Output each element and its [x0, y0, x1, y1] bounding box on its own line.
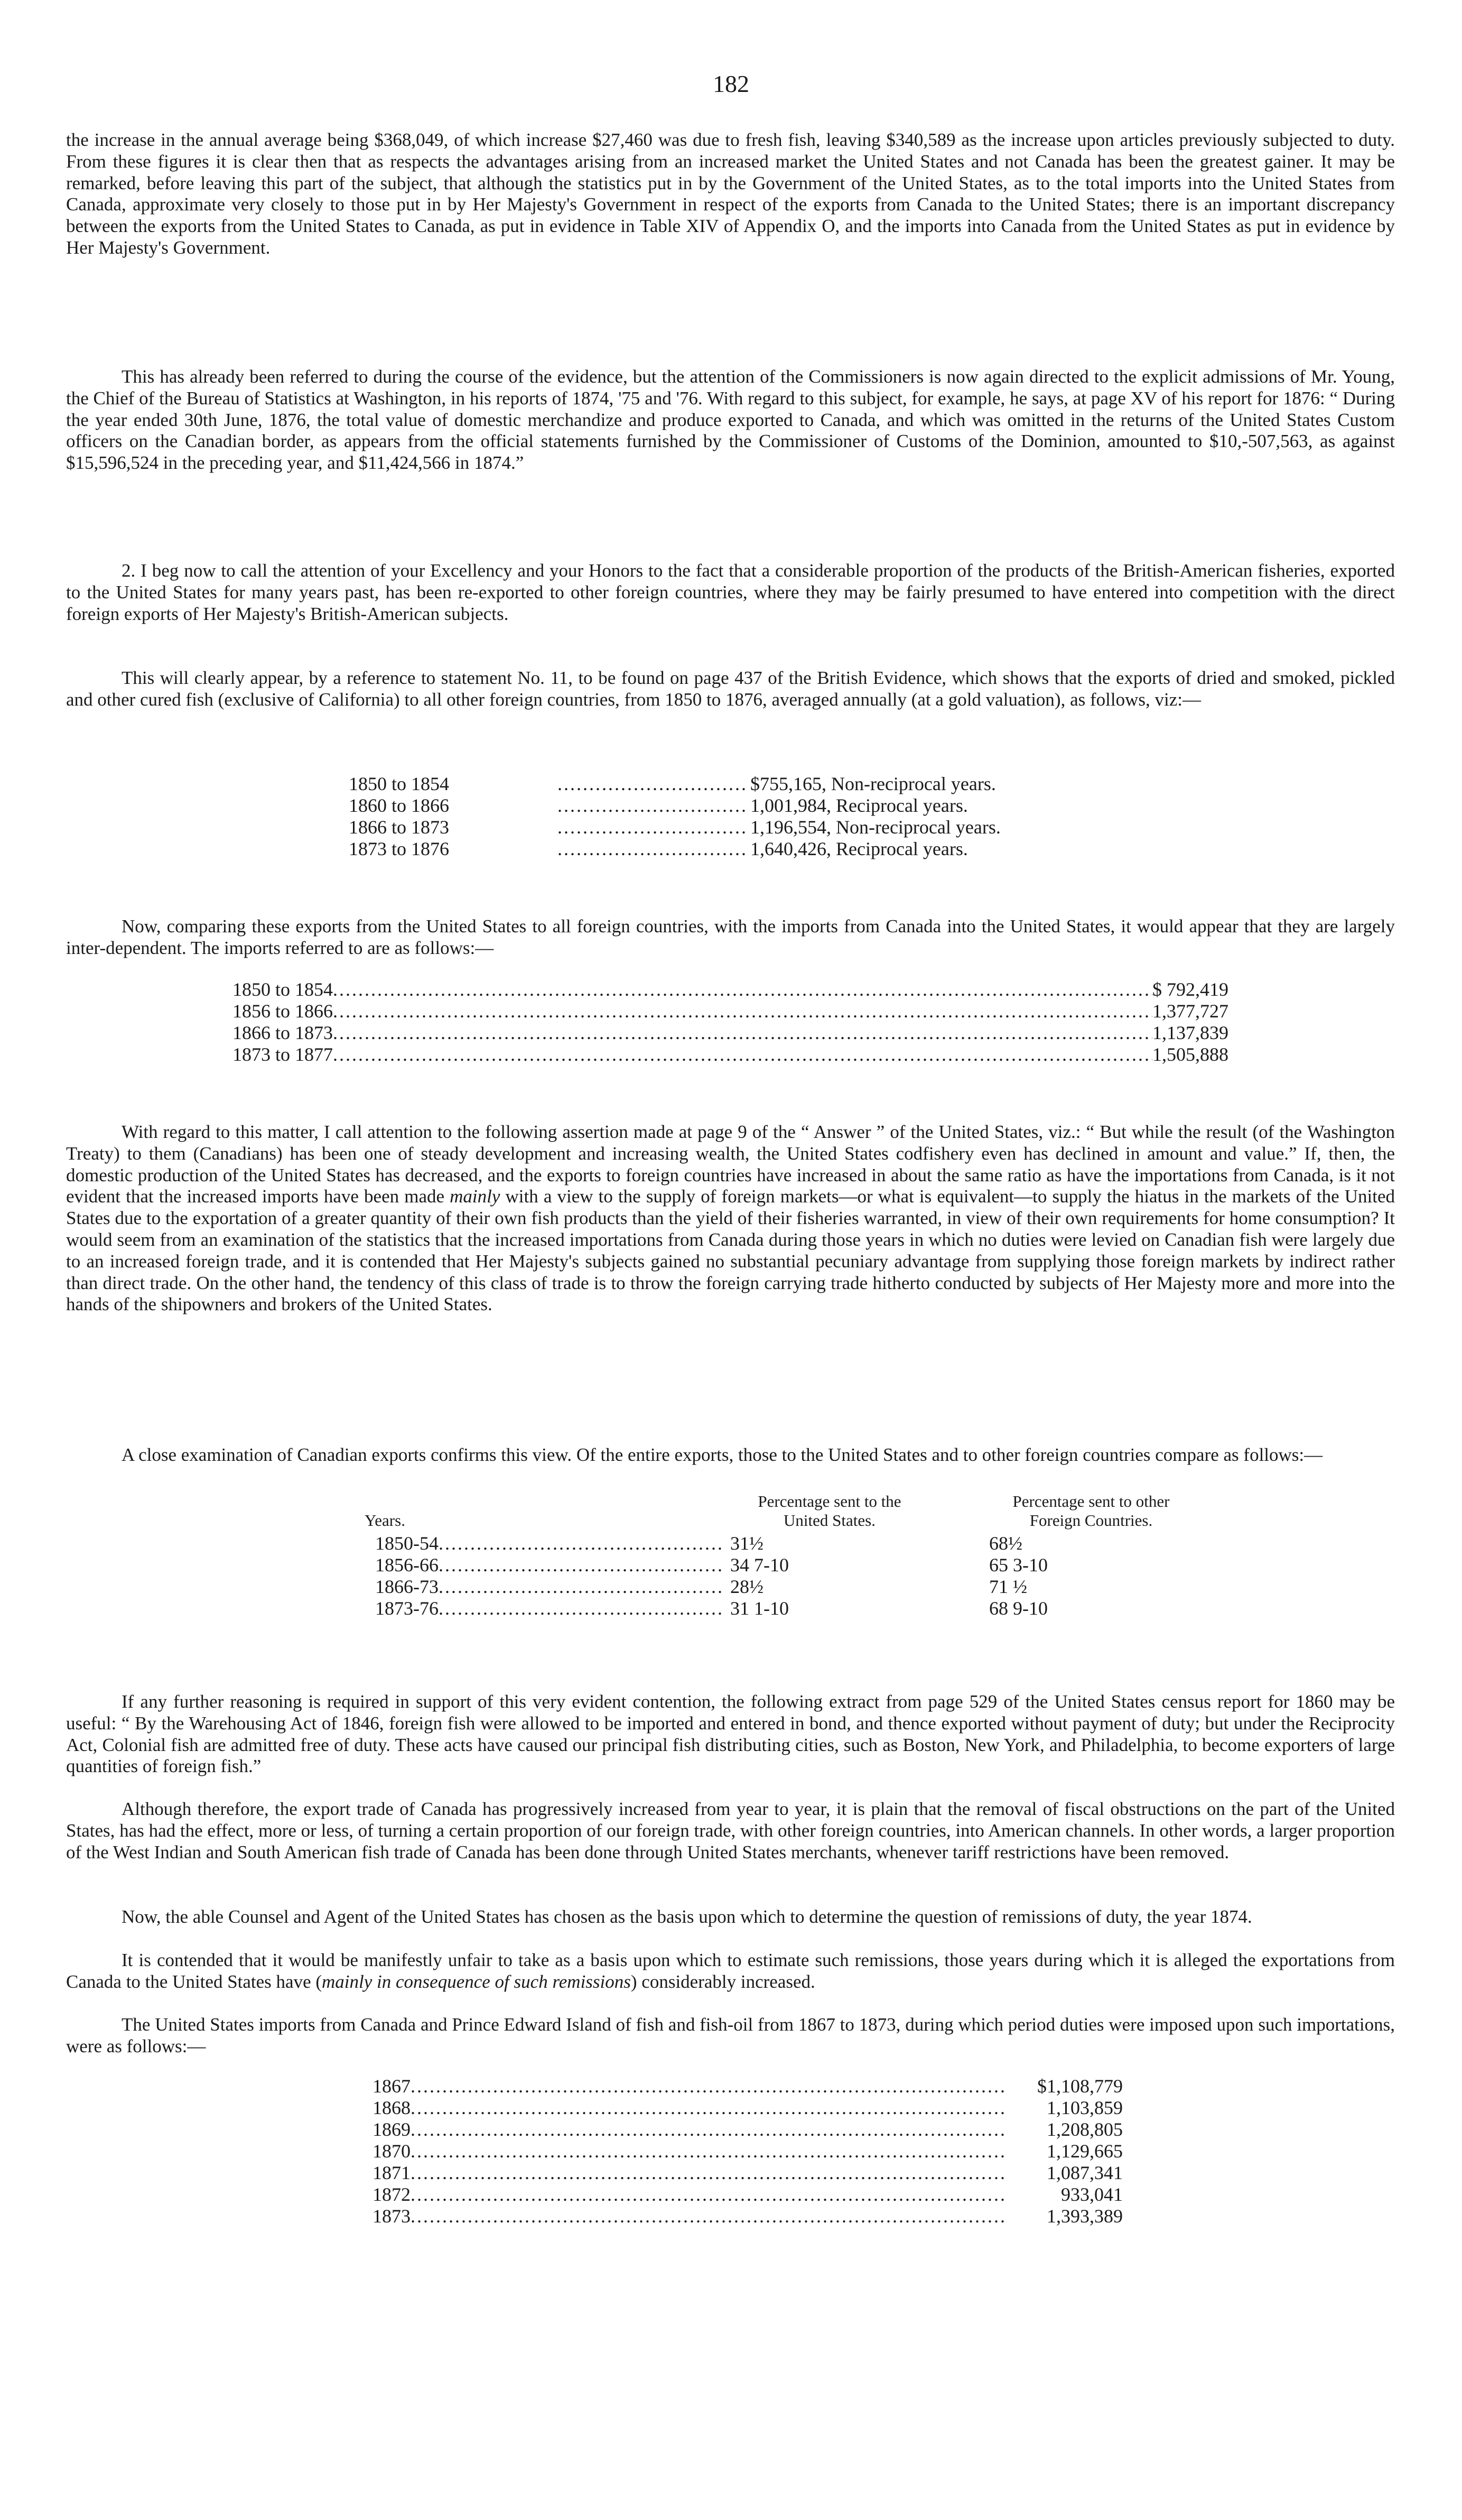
paragraph: 2. I beg now to call the attention of your Excellency and your Honors to the fact that a considerable proportion of the products of the British-American fisheries, exported to the United States for many years past, has been re-exported to other foreign countries, where they may be fairly presumed to have entered into competition with the direct foreign exports of Her Majesty's British-American subjects.: [66, 560, 1395, 624]
header-years: Years.: [365, 1511, 405, 1530]
table-cell-years: 1866 to 1873: [232, 1022, 333, 1043]
paragraph: If any further reasoning is required in support of this very evident contention, the following extract from page 529 of the United States census report for 1860 may be useful: “ By the Warehousing Act of 1846, foreign fish were allowed to be imported and entered in bond, and thence exported without payment of duty; but under the Reciprocity Act, Colonial fish are admitted free of duty. These acts have caused our principal fish distributing cities, such as Boston, New York, and Philadelphia, to become exporters of large quantities of foreign fish.”: [66, 1691, 1395, 1777]
paragraph: A close examination of Canadian exports confirms this view. Of the entire exports, those to the United States and to other foreign countries compare as follows:—: [122, 1444, 1323, 1465]
table-row: [373, 2184, 1123, 2206]
table-cell-us: 31½: [730, 1533, 763, 1554]
leader-dots: [439, 1576, 724, 1598]
table-cell-value: 1,087,341: [1047, 2162, 1123, 2183]
table-cell-value: 1,103,859: [1047, 2097, 1123, 2118]
leader-dots: [411, 2162, 1007, 2184]
table-cell-other: 68½: [989, 1533, 1022, 1554]
paragraph: the increase in the annual average being $368,049, of which increase $27,460 was due to fresh fish, leaving $340,589 as the increase upon articles previously subjected to duty. From these figures it is clear then that as respects the advantages arising from an increased market the United States and not Canada has been the greatest gainer. It may be remarked, before leaving this part of the subject, that although the statistics put in by the Government of the United States, as to the total imports into the United States from Canada, approximate very closely to those put in by Her Majesty's Government in respect of the exports from Canada to the United States; there is an important discrepancy between the exports from the United States to Canada, as put in evidence in Table XIV of Appendix O, and the imports into Canada from the United States as put in evidence by Her Majesty's Government.: [66, 129, 1395, 258]
leader-dots: [333, 979, 1152, 1000]
leader-dots: [411, 2141, 1007, 2162]
table-cell-other: 71 ½: [989, 1576, 1027, 1597]
table-row: [349, 838, 1131, 860]
table-cell-value: $755,165, Non-reciprocal years.: [750, 773, 996, 794]
leader-dots: [333, 1000, 1152, 1022]
table-row: [349, 795, 1131, 817]
table-cell-value: 1,377,727: [1152, 1000, 1228, 1022]
leader-dots: [439, 1533, 724, 1554]
leader-dots: [411, 2184, 1007, 2206]
table-cell-value: $1,108,779: [1037, 2076, 1123, 2097]
table-row: [373, 2206, 1123, 2227]
table-header: [964, 1492, 1218, 1530]
header-other-line1: Percentage sent to other: [1012, 1492, 1170, 1511]
table-row: [375, 1533, 1148, 1554]
table-cell-value: 1,129,665: [1047, 2141, 1123, 2162]
table-cell-years: 1873-76: [375, 1598, 439, 1619]
table-row: [373, 2119, 1123, 2141]
table-cell-year: 1872: [373, 2184, 411, 2205]
header-other-line2: Foreign Countries.: [1029, 1511, 1153, 1530]
table-cell-other: 65 3-10: [989, 1554, 1048, 1576]
table-cell-value: 1,001,984, Reciprocal years.: [750, 795, 968, 816]
table-cell-years: 1856-66: [375, 1554, 439, 1576]
paragraph-text: ) considerably increased.: [630, 1971, 815, 1992]
table-cell-years: 1850 to 1854: [349, 773, 450, 794]
table-cell-year: 1871: [373, 2162, 411, 2183]
table-cell-years: 1873 to 1877: [232, 1044, 333, 1065]
leader-dots: [439, 1598, 724, 1619]
leader-dots: [411, 2119, 1007, 2141]
table-cell-other: 68 9-10: [989, 1598, 1048, 1619]
table-row: [349, 773, 1131, 795]
leader-dots: [411, 2076, 1007, 2097]
paragraph: Now, the able Counsel and Agent of the United States has chosen as the basis upon which to determine the question of remissions of duty, the year 1874.: [122, 1906, 1252, 1927]
paragraph: [66, 1950, 1395, 1993]
table-row: [375, 1554, 1148, 1576]
imports-table: [232, 979, 1228, 1066]
exports-table: [349, 773, 1131, 860]
leader-dots: [557, 795, 745, 817]
table-cell-years: 1856 to 1866: [232, 1000, 333, 1022]
table-cell-value: 933,041: [1061, 2184, 1123, 2205]
table-cell-value: 1,393,389: [1047, 2206, 1123, 2227]
table-row: [373, 2097, 1123, 2119]
table-cell-value: 1,208,805: [1047, 2119, 1123, 2140]
table-cell-years: 1866 to 1873: [349, 817, 450, 838]
table-cell-us: 31 1-10: [730, 1598, 789, 1619]
emphasis-text: mainly in consequence of such remissions: [322, 1971, 631, 1992]
table-row: [375, 1576, 1148, 1598]
paragraph: The United States imports from Canada and Prince Edward Island of fish and fish-oil from 1867 to 1873, during which period duties were imposed upon such importations, were as follows:—: [66, 2014, 1395, 2056]
leader-dots: [557, 817, 745, 838]
paragraph: This has already been referred to during the course of the evidence, but the attention of the Commissioners is now again directed to the explicit admissions of Mr. Young, the Chief of the Bureau of Statistics at Washington, in his reports of 1874, '75 and '76. With regard to this subject, for example, he says, at page XV of his report for 1876: “ During the year ended 30th June, 1876, the total value of domestic merchandize and produce exported to Canada, and which was omitted in the returns of the United States Custom officers on the Canadian border, as appears from the official statements furnished by the Commissioner of Customs of the Dominion, amounted to $10,-507,563, as against $15,596,524 in the preceding year, and $11,424,566 in 1874.”: [66, 366, 1395, 474]
paragraph: Although therefore, the export trade of Canada has progressively increased from year to year, it is plain that the removal of fiscal obstructions on the part of the United States, has had the effect, more or less, of turning a certain proportion of our foreign trade, with other foreign countries, into American channels. In other words, a larger proportion of the West Indian and South American fish trade of Canada has been done through United States merchants, whenever tariff restrictions have been removed.: [66, 1799, 1395, 1863]
table-cell-years: 1850-54: [375, 1533, 439, 1554]
table-cell-years: 1873 to 1876: [349, 838, 450, 859]
table-row: [232, 979, 1228, 1000]
table-cell-year: 1868: [373, 2097, 411, 2118]
percentage-table: [375, 1533, 1148, 1619]
page-number: 182: [713, 70, 749, 97]
header-us-line2: United States.: [784, 1511, 876, 1530]
table-cell-value: 1,196,554, Non-reciprocal years.: [750, 817, 1001, 838]
paragraph: Now, comparing these exports from the United States to all foreign countries, with the imports from Canada into the United States, it would appear that they are largely inter-dependent. The imports referred to are as follows:—: [66, 916, 1395, 958]
paragraph-text: with a view to the supply of foreign markets—or what is equivalent—to supply the hiatus in the markets of the United States due to the exportation of a greater quantity of their own fish products than the yield of their fisheries warranted, in view of their own requirements for home consumption? It would seem from an examination of the statistics that the increased importations from Canada during those years in which no duties were levied on Canadian fish were largely due to an increased foreign trade, and it is contended that Her Majesty's subjects gained no substantial pecuniary advantage from supplying those foreign markets by indirect rather than direct trade. On the other hand, the tendency of this class of trade is to throw the foreign carrying trade hitherto conducted by subjects of Her Majesty more and more into the hands of the shipowners and brokers of the United States.: [66, 1186, 1395, 1315]
table-cell-years: 1866-73: [375, 1576, 439, 1597]
leader-dots: [557, 838, 745, 860]
table-row: [375, 1598, 1148, 1619]
header-us-line1: Percentage sent to the: [758, 1492, 901, 1511]
leader-dots: [411, 2097, 1007, 2119]
table-row: [232, 1044, 1228, 1066]
paragraph: This will clearly appear, by a reference to statement No. 11, to be found on page 437 of the British Evidence, which shows that the exports of dried and smoked, pickled and other cured fish (exclusive of California) to all other foreign countries, from 1850 to 1876, averaged annually (at a gold valuation), as follows, viz:—: [66, 668, 1395, 710]
leader-dots: [333, 1044, 1152, 1066]
table-cell-year: 1867: [373, 2076, 411, 2097]
leader-dots: [439, 1554, 724, 1576]
emphasis-text: mainly: [450, 1186, 500, 1207]
table-row: [232, 1000, 1228, 1022]
table-row: [349, 817, 1131, 838]
duties-table: [373, 2076, 1123, 2227]
leader-dots: [333, 1022, 1152, 1044]
table-header: [703, 1492, 956, 1530]
table-cell-year: 1873: [373, 2206, 411, 2227]
table-cell-value: 1,640,426, Reciprocal years.: [750, 838, 968, 859]
leader-dots: [557, 773, 745, 795]
table-row: [373, 2076, 1123, 2097]
table-cell-us: 28½: [730, 1576, 763, 1597]
table-cell-year: 1869: [373, 2119, 411, 2140]
table-header: [365, 1492, 428, 1530]
table-cell-value: $ 792,419: [1152, 979, 1228, 1000]
table-row: [373, 2162, 1123, 2184]
table-row: [232, 1022, 1228, 1044]
table-cell-value: 1,137,839: [1152, 1022, 1228, 1043]
table-row: [373, 2141, 1123, 2162]
table-cell-value: 1,505,888: [1152, 1044, 1228, 1065]
table-cell-year: 1870: [373, 2141, 411, 2162]
table-cell-us: 34 7-10: [730, 1554, 789, 1576]
table-cell-years: 1860 to 1866: [349, 795, 450, 816]
paragraph: [66, 1122, 1395, 1315]
table-cell-years: 1850 to 1854: [232, 979, 333, 1000]
paragraph-text: It is contended that it would be manifestly unfair to take as a basis upon which to estimate such remissions, those years during which it is alleged the exportations from Canada to the United States have (: [66, 1950, 1395, 1992]
leader-dots: [411, 2206, 1007, 2227]
paragraph-text: With regard to this matter, I call attention to the following assertion made at page 9 of the “ Answer ” of the United States, viz.: “ But while the result (of the Washington Treaty) to them (Canadians) has been one of steady development and increasing wealth, the United States codfishery even has declined in amount and value.” If, then, the domestic production of the United States has decreased, and the exports to foreign countries have increased in about the same ratio as have the importations from Canada, is it not evident that the increased imports have been made: [66, 1122, 1395, 1207]
